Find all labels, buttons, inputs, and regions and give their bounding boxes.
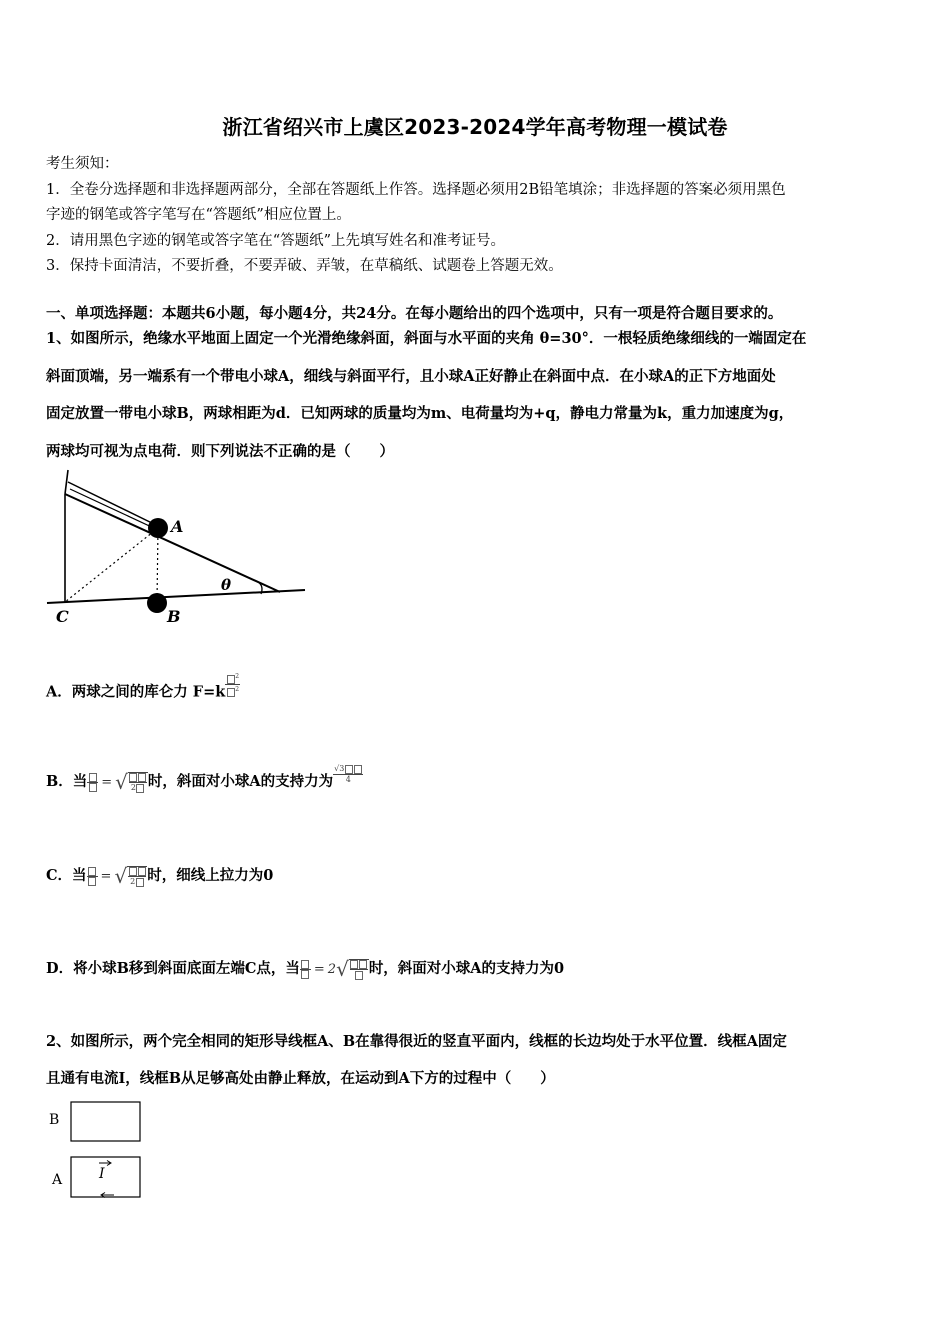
option-c xyxy=(46,864,273,887)
option-b-text: B．当 xyxy=(46,773,88,790)
notice-heading: 考生须知： xyxy=(46,156,119,172)
q1-figure xyxy=(40,462,312,632)
option-d-text: D．将小球B移到斜面底面左端C点，当 xyxy=(46,960,300,977)
option-d xyxy=(46,957,564,980)
ball-b xyxy=(147,593,167,613)
option-c-sqrt: √ 2 xyxy=(114,866,147,887)
option-c-equals: = xyxy=(100,869,112,884)
notice-item-1: 1．全卷分选择题和非选择题两部分，全部在答题纸上作答。选择题必须用2B铅笔填涂；非选择题的答案必须用黑色 xyxy=(46,182,786,198)
option-a xyxy=(46,673,240,705)
option-b-ratio xyxy=(87,772,98,792)
current-label: I xyxy=(99,1166,105,1182)
label-b: B xyxy=(167,607,181,626)
page-title: 浙江省绍兴市上虞区2023-2024学年高考物理一模试卷 xyxy=(222,115,728,139)
q1-line-2: 斜面顶端，另一端系有一个带电小球A，细线与斜面平行，且小球A正好静止在斜面中点．在小球A的正下方地面处 xyxy=(46,368,776,385)
label-a: A xyxy=(171,517,184,536)
incline-surface xyxy=(65,494,280,592)
option-d-coefficient: 2 xyxy=(327,962,337,977)
ground-line xyxy=(47,590,305,603)
notice-item-3: 3．保持卡面清洁，不要折叠，不要弄破、弄皱，在草稿纸、试题卷上答题无效。 xyxy=(46,258,563,274)
section-heading: 一、单项选择题：本题共6小题，每小题4分，共24分。在每小题给出的四个选项中，只有一项是符合题目要求的。 xyxy=(46,305,783,322)
option-c-text-2: 时，细线上拉力为0 xyxy=(147,867,274,884)
option-d-equals: = xyxy=(313,962,325,977)
frame-b-label: B xyxy=(49,1112,60,1128)
incline-top-edge xyxy=(65,470,68,494)
frame-a-label: A xyxy=(52,1172,63,1188)
option-c-ratio xyxy=(87,866,98,886)
option-d-text-2: 时，斜面对小球A的支持力为0 xyxy=(368,960,565,977)
thread-line-inner xyxy=(70,489,158,530)
notice-item-2: 2．请用黑色字迹的钢笔或答字笔在“答题纸”上先填写姓名和准考证号。 xyxy=(46,233,506,249)
dashed-diagonal xyxy=(65,528,158,602)
option-b-text-2: 时，斜面对小球A的支持力为 xyxy=(147,773,334,790)
q1-line-3: 固定放置一带电小球B，两球相距为d．已知两球的质量均为m、电荷量均为+q，静电力常量为k，重力加速度为g， xyxy=(46,405,794,422)
option-d-ratio xyxy=(300,959,311,979)
label-theta: θ xyxy=(221,576,232,594)
q1-line-1: 1、如图所示，绝缘水平地面上固定一个光滑绝缘斜面，斜面与水平面的夹角 θ=30°．一根轻质绝缘细线的一端固定在 xyxy=(46,330,807,347)
q2-figure xyxy=(44,1095,154,1205)
dashed-vertical xyxy=(157,528,158,602)
q1-line-4: 两球均可视为点电荷．则下列说法不正确的是（ ） xyxy=(46,443,394,460)
option-b-result: $\frac{√3}{4}$ xyxy=(333,764,363,784)
label-c: C xyxy=(56,607,69,626)
option-a-text: A．两球之间的库仑力 F=k xyxy=(46,683,226,701)
option-b-sqrt: √ 2 xyxy=(115,772,148,793)
frame-b xyxy=(71,1102,140,1141)
q2-line-2: 且通有电流I，线框B从足够高处由静止释放，在运动到A下方的过程中（ ） xyxy=(46,1070,555,1087)
notice-item-1-cont: 字迹的钢笔或答字笔写在“答题纸”相应位置上。 xyxy=(46,207,351,223)
option-a-formula: $\frac{^2}{^2}$ xyxy=(225,672,240,697)
q2-line-1: 2、如图所示，两个完全相同的矩形导线框A、B在靠得很近的竖直平面内，线框的长边均处于水平位置．线框A固定 xyxy=(46,1033,787,1050)
ball-a xyxy=(148,518,168,538)
option-b-equals: = xyxy=(101,775,113,790)
option-d-sqrt: √ xyxy=(336,959,369,980)
option-c-text: C．当 xyxy=(46,867,87,884)
option-b xyxy=(46,764,363,794)
thread-line xyxy=(68,482,158,526)
